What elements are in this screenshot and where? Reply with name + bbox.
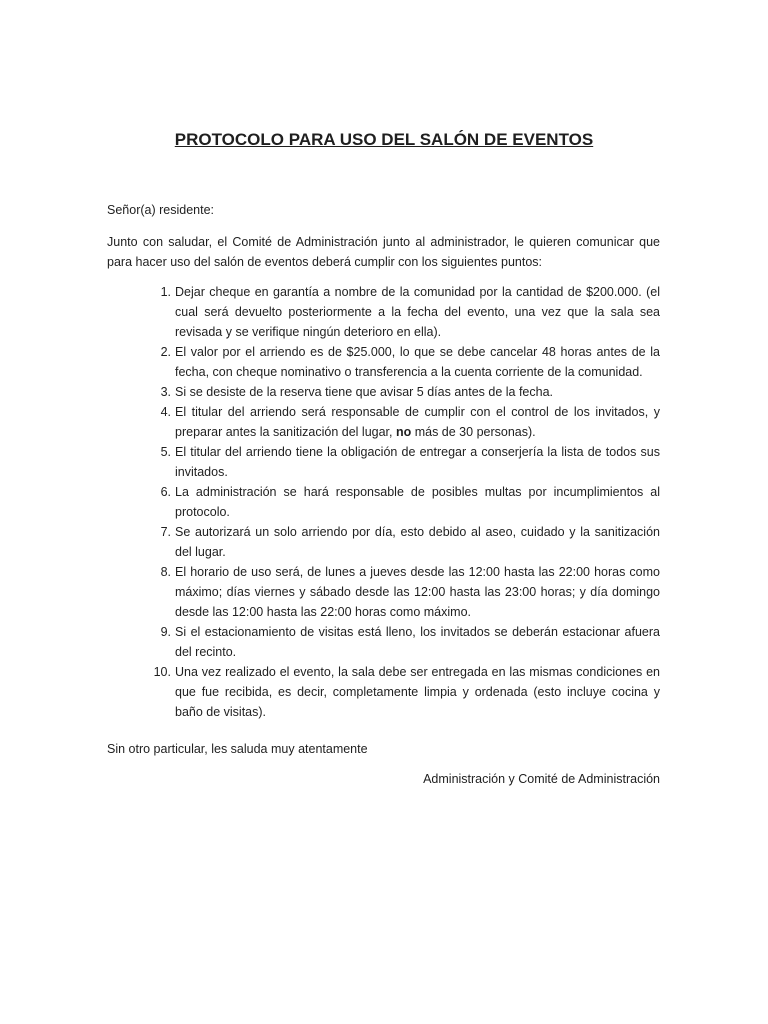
list-item-text: La administración se hará responsable de posibles multas por incumplimientos al protocolo.: [175, 485, 660, 519]
list-item-number: 5.: [160, 445, 171, 459]
signature: Administración y Comité de Administración: [423, 772, 660, 786]
list-item-text: [175, 405, 660, 439]
rules-list: [107, 282, 660, 722]
list-item-text-part: más de 30 personas).: [411, 425, 536, 439]
list-item-number: 6.: [160, 485, 171, 499]
list-item-text: El horario de uso será, de lunes a jueves desde las 12:00 hasta las 22:00 horas como máximo; días viernes y sábado desde las 12:00 hasta las 23:00 horas; y día domingo desde las 12:00 hasta las 22:00 horas como máximo.: [175, 565, 660, 619]
list-item-number: 8.: [160, 565, 171, 579]
list-item-number: 3.: [160, 385, 171, 399]
list-item-bold-text: no: [395, 425, 412, 439]
list-item-text: Una vez realizado el evento, la sala debe ser entregada en las mismas condiciones en que fue recibida, es decir, completamente limpia y ordenada (esto incluye cocina y baño de visitas).: [175, 665, 660, 719]
list-item-number: 7.: [160, 525, 171, 539]
list-item-number: 1.: [160, 285, 171, 299]
list-item-text: Si el estacionamiento de visitas está lleno, los invitados se deberán estacionar afuera del recinto.: [175, 625, 660, 659]
list-item-text: El valor por el arriendo es de $25.000, lo que se debe cancelar 48 horas antes de la fecha, con cheque nominativo o transferencia a la cuenta corriente de la comunidad.: [175, 345, 660, 379]
list-item: [107, 342, 660, 382]
list-item: [107, 442, 660, 482]
list-item: [107, 622, 660, 662]
list-item: [107, 282, 660, 342]
list-item-text: Se autorizará un solo arriendo por día, esto debido al aseo, cuidado y la sanitización del lugar.: [175, 525, 660, 559]
list-item-number: 2.: [160, 345, 171, 359]
list-item-text-part: El titular del arriendo será responsable de cumplir con el control de los invitados, y preparar antes la sanitización del lugar,: [175, 405, 660, 439]
salutation: Señor(a) residente:: [107, 203, 215, 217]
list-item: [107, 482, 660, 522]
list-item: [107, 562, 660, 622]
list-item-text: El titular del arriendo tiene la obligación de entregar a conserjería la lista de todos sus invitados.: [175, 445, 660, 479]
list-item-number: 10.: [153, 665, 171, 679]
intro-paragraph: Junto con saludar, el Comité de Administración junto al administrador, le quieren comunicar que para hacer uso del salón de eventos deberá cumplir con los siguientes puntos:: [107, 235, 660, 269]
list-item: [107, 382, 660, 402]
closing-line: Sin otro particular, les saluda muy atentamente: [107, 742, 368, 756]
list-item: [107, 662, 660, 722]
list-item-text: Si se desiste de la reserva tiene que avisar 5 días antes de la fecha.: [175, 385, 554, 399]
list-item-number: 4.: [160, 405, 171, 419]
list-item-text: Dejar cheque en garantía a nombre de la comunidad por la cantidad de $200.000. (el cual será devuelto posteriormente a la fecha del evento, una vez que la sala sea revisada y se verifique ningún deterioro en ella).: [175, 285, 660, 339]
list-item: [107, 522, 660, 562]
list-item: [107, 402, 660, 442]
document-title: PROTOCOLO PARA USO DEL SALÓN DE EVENTOS: [174, 130, 594, 149]
list-item-number: 9.: [160, 625, 171, 639]
